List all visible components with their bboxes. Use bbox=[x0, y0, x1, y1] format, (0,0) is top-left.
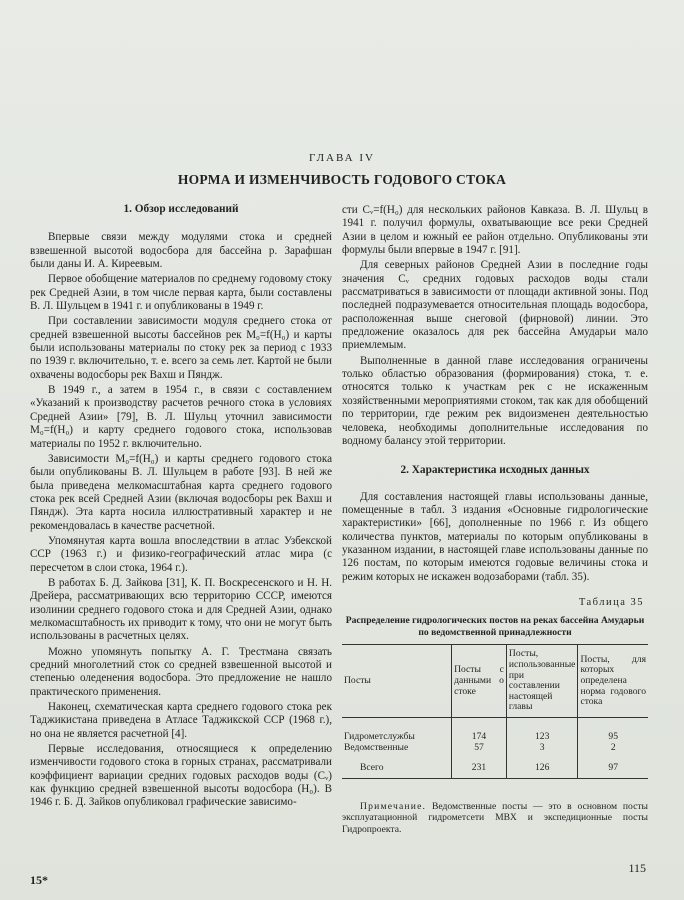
table-cell: 3 bbox=[506, 743, 578, 754]
right-paragraph: Выполненные в данной главе исследования ограничены только областью образования (формирования) стока, т. е. относятся только к участкам рек с не искаженным хозяйственными мероприятиями стоком, так как для обобщений по территории, где режим рек видоизменен деятельностью человека, необходимы дополнительные исследования по водному балансу этой территории. bbox=[342, 354, 648, 447]
table-cell: 231 bbox=[452, 753, 507, 778]
table-header-cell: Посты с данными о стоке bbox=[452, 645, 507, 718]
table-row bbox=[342, 743, 648, 754]
table-cell: Ведомственные bbox=[344, 741, 409, 753]
table-cell: 123 bbox=[506, 718, 578, 743]
left-paragraph: Впервые связи между модулями стока и средней взвешенной высотой водосбора для бассейна р. Зарафшан были даны И. А. Киреевым. bbox=[30, 231, 332, 271]
table-row bbox=[342, 718, 648, 743]
table-cell: 97 bbox=[578, 753, 648, 778]
left-paragraph: В 1949 г., а затем в 1954 г., в связи с составлением «Указаний к производству расчетов речного стока в условиях Средней Азии» [79], В. Л. Шульц уточнил зависимости M₀=f(H₀) и карту среднего годового стока, использовав материалы по 1952 г. включительно. bbox=[30, 384, 332, 450]
table-cell: 95 bbox=[578, 718, 648, 743]
table-cell: 57 bbox=[452, 743, 507, 754]
right-column bbox=[342, 204, 648, 836]
left-paragraph: Можно упомянуть попытку А. Г. Трестмана связать средний многолетний сток со средней взвешенной высотой и степенью оледенения водосбора. Это предложение не нашло практического применения. bbox=[30, 645, 332, 698]
left-column bbox=[30, 203, 332, 810]
table-cell: 126 bbox=[506, 753, 578, 778]
table-cell: 2 bbox=[578, 743, 648, 754]
table-cell: 174 bbox=[452, 718, 507, 743]
table-caption: Распределение гидрологических постов на реках бассейна Амударьи по ведомственной принадлежности bbox=[345, 615, 645, 638]
table-cell: Всего bbox=[342, 753, 452, 778]
left-paragraph: В работах Б. Д. Зайкова [31], К. П. Воскресенского и Н. Н. Дрейера, рассматривающих всю территорию СССР, имеются изолинии среднего годового стока и для Средней Азии, однако мелкомасштабность их приводит к тому, что они не могут быть использованы в расчетных целях. bbox=[30, 576, 332, 643]
table-label: Таблица 35 bbox=[578, 596, 644, 608]
section2-heading: 2. Характеристика исходных данных bbox=[400, 464, 590, 477]
left-paragraph: Первые исследования, относящиеся к определению изменчивости годового стока в горных странах, рассматривали коэффициент вариации средних годовых расходов воды (Cᵥ) как функцию средней взвешенной высоты водосбора (H₀). В 1946 г. Б. Д. Зайков опубликовал графические зависимо- bbox=[30, 743, 332, 809]
table-note-text: Ведомственные посты — это в основном посты эксплуатационной гидрометсети МВХ и экспедиционные посты Гидропроекта. bbox=[342, 800, 648, 835]
table-cell: Гидрометслужбы bbox=[344, 731, 415, 743]
table-header-row bbox=[342, 645, 648, 718]
table-header-cell: Посты bbox=[342, 645, 452, 718]
section2-paragraph: Для составления настоящей главы использованы данные, помещенные в табл. 3 издания «Основные гидрологические характеристики» [66], дополненные по 1966 г. Из общего количества пунктов, материалы по которым опубликованы в указанном издании, в настоящей главе использованы данные по 126 постам, по которым имеются годовые величины стока и режим которых не искажен водозаборами (табл. 35). bbox=[342, 490, 648, 583]
table-header-cell: Посты, использованные при составлении настоящей главы bbox=[506, 645, 578, 718]
left-paragraph: Зависимости M₀=f(H₀) и карты среднего годового стока были опубликованы В. Л. Шульцем в работе [93]. В ней же была приведена мелкомасштабная карта среднего годового стока рек всей Средней Азии (включая водосборы рек Вахш и Пяндж). Эта карта носила иллюстративный характер и не рекомендовалась в качестве расчетной. bbox=[30, 452, 332, 532]
chapter-label: ГЛАВА IV bbox=[309, 152, 375, 164]
right-paragraph: Для северных районов Средней Азии в последние годы значения Cᵥ средних годовых расходов воды стали рассматриваться в зависимости от площади активной зоны. Под последней подразумевается относительная площадь водосбора, расположенная выше снеговой (фирновой) линии. Это предложение оказалось для рек бассейна Амударьи мало приемлемым. bbox=[342, 259, 648, 352]
section1-heading: 1. Обзор исследований bbox=[123, 203, 239, 215]
table-note-label: Примечание. bbox=[360, 800, 427, 812]
signature-mark: 15* bbox=[30, 873, 48, 887]
page-number: 115 bbox=[628, 861, 646, 875]
left-paragraph: Упомянутая карта вошла впоследствии в атлас Узбекской ССР (1963 г.) и физико-географический атлас мира (с пересчетом в слои стока, 1964 г.). bbox=[30, 534, 332, 574]
left-paragraph: Наконец, схематическая карта среднего годового стока рек Таджикистана приведена в Атласе Таджикской ССР (1968 г.), но она не является расчетной [4]. bbox=[30, 701, 332, 740]
table-note bbox=[342, 801, 648, 836]
left-paragraph: Первое обобщение материалов по среднему годовому стоку рек Средней Азии, в том числе первая карта, были составлены В. Л. Шульцем в 1941 г. и опубликованы в 1949 г. bbox=[30, 273, 332, 313]
table-header-cell: Посты, для которых определена норма годового стока bbox=[578, 645, 648, 718]
chapter-title: НОРМА И ИЗМЕНЧИВОСТЬ ГОДОВОГО СТОКА bbox=[177, 172, 507, 187]
right-paragraph: сти Cᵥ=f(H₀) для нескольких районов Кавказа. В. Л. Шульц в 1941 г. получил формулы, охватывающие все реки Средней Азии в целом и южный ее район отдельно. Опубликованы эти формулы были впервые в 1947 г. [91]. bbox=[342, 204, 648, 257]
data-table bbox=[342, 644, 648, 778]
table-row bbox=[342, 753, 648, 778]
left-paragraph: При составлении зависимости модуля среднего стока от средней взвешенной высоты бассейнов рек M₀=f(H₀) и карты были использованы материалы по стоку рек за период с 1933 по 1939 г. включительно, т. е. всего за семь лет. Картой не были охвачены водосборы рек Вахш и Пяндж. bbox=[30, 315, 332, 381]
